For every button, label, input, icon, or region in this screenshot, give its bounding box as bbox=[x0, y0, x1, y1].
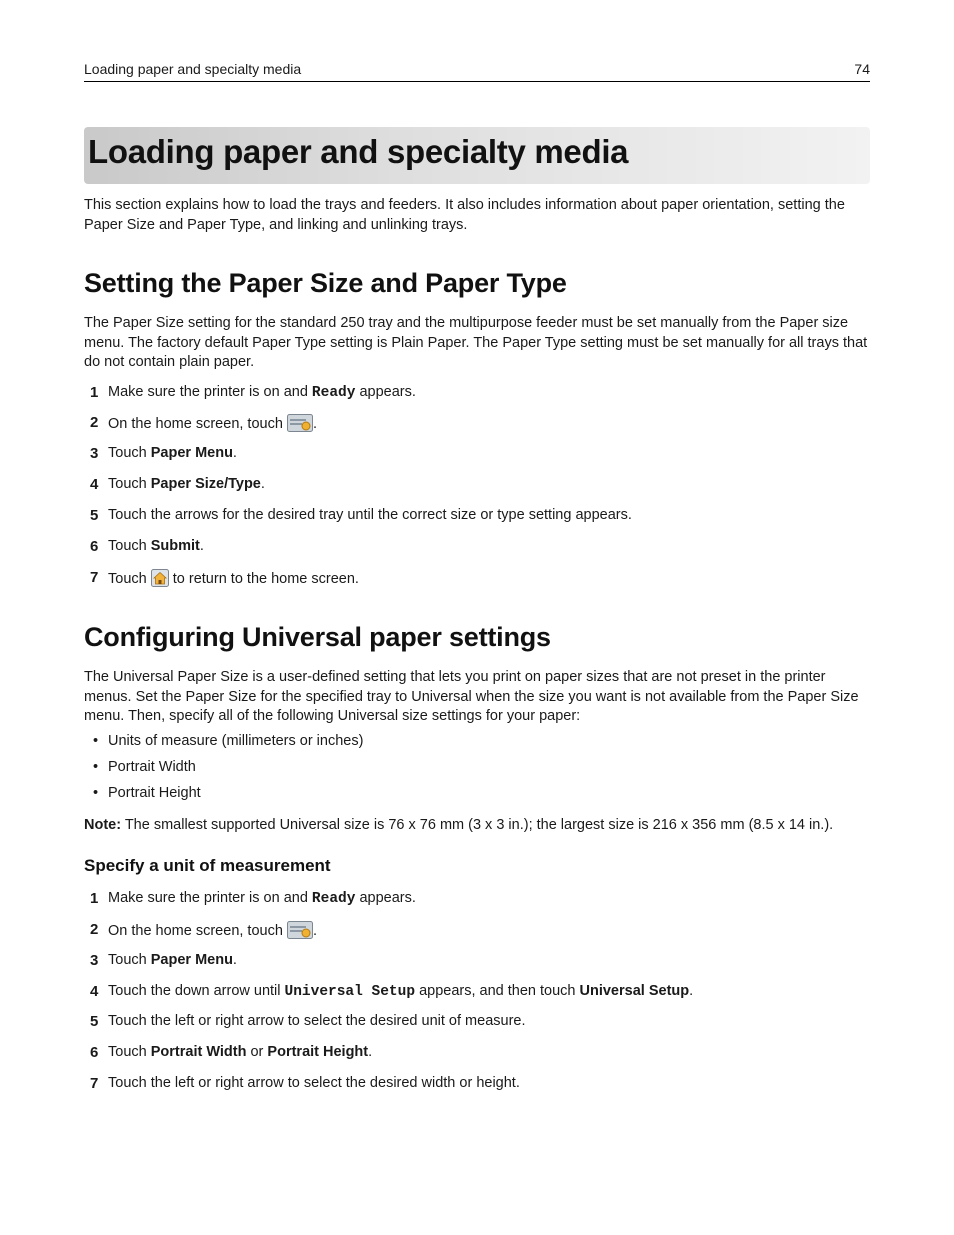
step-bold: Portrait Width bbox=[150, 1044, 247, 1060]
step-text: Make sure the printer is on and bbox=[108, 384, 312, 400]
step-number: 4 bbox=[90, 983, 99, 1000]
step-code: Ready bbox=[311, 891, 356, 907]
step-text: appears. bbox=[355, 890, 416, 906]
section-paragraph-universal: The Universal Paper Size is a user-defined setting that lets you print on paper sizes that are not preset in the printer menus. Set the Paper Size for the specified tray to Universal when the size you want is not available from the Paper Size menu. Then, specify all of the following Universal size settings for your paper: bbox=[84, 669, 859, 725]
note-text: The smallest supported Universal size is 76 x 76 mm (3 x 3 in.); the largest size is 216 x 356 mm (8.5 x 14 in.). bbox=[121, 817, 834, 833]
step-text: Make sure the printer is on and bbox=[108, 890, 312, 906]
step-text: Touch bbox=[108, 571, 151, 587]
step-text: . bbox=[260, 476, 265, 492]
step-text: . bbox=[312, 923, 317, 939]
step-number: 5 bbox=[90, 1013, 99, 1030]
chapter-title-band bbox=[84, 127, 870, 184]
step-text: On the home screen, touch bbox=[108, 923, 287, 939]
step-number: 6 bbox=[90, 1044, 99, 1061]
section-heading-paper-size-type: Setting the Paper Size and Paper Type bbox=[84, 268, 567, 298]
step-text: Touch bbox=[108, 952, 151, 968]
step-text: Touch bbox=[108, 538, 151, 554]
home-icon bbox=[151, 569, 169, 591]
step-bold: Universal Setup bbox=[579, 983, 690, 999]
step-text: Touch bbox=[108, 445, 151, 461]
bullet-text: Units of measure (millimeters or inches) bbox=[108, 733, 364, 749]
chapter-title: Loading paper and specialty media bbox=[88, 133, 629, 170]
running-header-title: Loading paper and specialty media bbox=[84, 61, 302, 77]
step-text: to return to the home screen. bbox=[168, 571, 359, 587]
step-text: appears. bbox=[355, 384, 416, 400]
step-text: Touch bbox=[108, 1044, 151, 1060]
step-number: 2 bbox=[90, 921, 99, 938]
step-number: 5 bbox=[90, 507, 99, 524]
step-text: . bbox=[199, 538, 204, 554]
step-number: 1 bbox=[90, 890, 99, 907]
step-text: . bbox=[232, 445, 237, 461]
step-number: 1 bbox=[90, 384, 99, 401]
settings-icon bbox=[287, 414, 313, 436]
chapter-intro: This section explains how to load the trays and feeders. It also includes information about paper orientation, setting the Paper Size and Paper Type, and linking and unlinking trays. bbox=[84, 197, 845, 233]
step-text: Touch the left or right arrow to select the desired unit of measure. bbox=[108, 1013, 526, 1029]
bullet-text: Portrait Width bbox=[108, 759, 196, 775]
step-number: 7 bbox=[90, 1075, 99, 1092]
step-number: 6 bbox=[90, 538, 99, 555]
step-text: . bbox=[689, 983, 694, 999]
step-text: On the home screen, touch bbox=[108, 416, 287, 432]
section-heading-universal: Configuring Universal paper settings bbox=[84, 622, 551, 652]
section-paragraph-paper-size-type: The Paper Size setting for the standard 250 tray and the multipurpose feeder must be set manually from the Paper size menu. The factory default Paper Type setting is Plain Paper. The Paper Type setting must be set manually for all trays that do not contain plain paper. bbox=[84, 315, 868, 371]
step-number: 3 bbox=[90, 445, 99, 462]
step-text: . bbox=[368, 1044, 373, 1060]
step-number: 3 bbox=[90, 952, 99, 969]
note bbox=[84, 816, 870, 836]
settings-icon bbox=[287, 921, 313, 943]
step-bold: Submit bbox=[150, 538, 200, 554]
step-text: . bbox=[312, 416, 317, 432]
step-text: Touch bbox=[108, 476, 151, 492]
note-label: Note: bbox=[84, 817, 122, 833]
step-text: . bbox=[232, 952, 237, 968]
step-code: Universal Setup bbox=[284, 984, 416, 1000]
step-number: 7 bbox=[90, 569, 99, 586]
step-code: Ready bbox=[311, 385, 356, 401]
step-number: 2 bbox=[90, 414, 99, 431]
step-bold: Paper Size/Type bbox=[150, 476, 261, 492]
bullet-text: Portrait Height bbox=[108, 785, 201, 801]
step-number: 4 bbox=[90, 476, 99, 493]
running-header bbox=[84, 60, 870, 82]
step-bold: Paper Menu bbox=[150, 445, 233, 461]
step-bold: Portrait Height bbox=[267, 1044, 369, 1060]
step-bold: Paper Menu bbox=[150, 952, 233, 968]
step-text: Touch the arrows for the desired tray until the correct size or type setting appears. bbox=[108, 507, 632, 523]
step-text: appears, and then touch bbox=[415, 983, 580, 999]
page-number: 74 bbox=[854, 61, 870, 77]
step-text: Touch the down arrow until bbox=[108, 983, 285, 999]
step-text: or bbox=[246, 1044, 268, 1060]
subheading-unit-of-measurement: Specify a unit of measurement bbox=[84, 856, 331, 875]
step-text: Touch the left or right arrow to select the desired width or height. bbox=[108, 1075, 520, 1091]
